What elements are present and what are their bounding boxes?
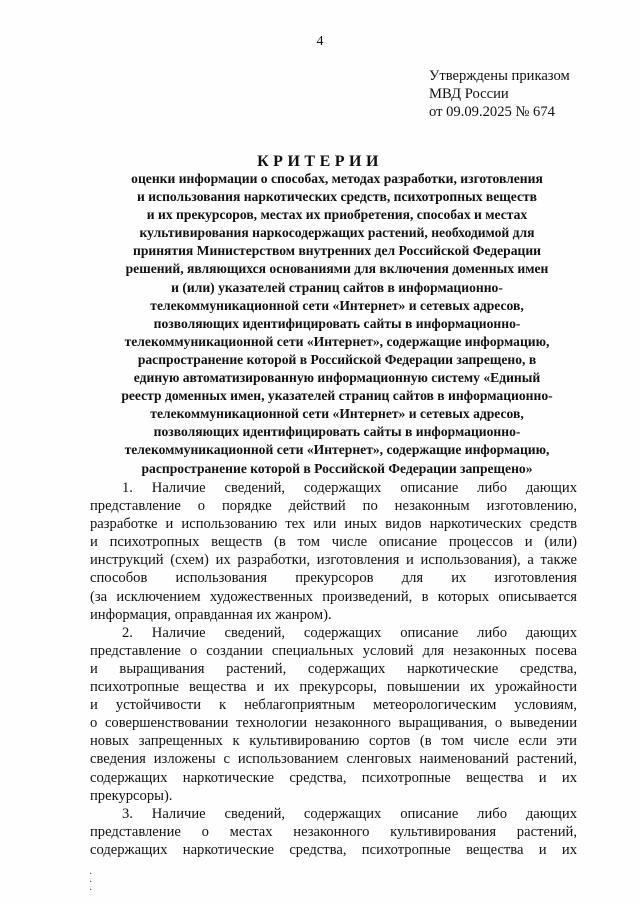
paragraph-1-line: разработке и использованию тех или иных видов наркотических средств	[90, 516, 577, 533]
paragraph-1-line: способов использования прекурсоров для их изготовления	[90, 570, 577, 587]
subtitle-line: телекоммуникационной сети «Интернет» и сетевых адресов,	[150, 297, 524, 313]
subtitle-line: телекоммуникационной сети «Интернет», содержащие информацию,	[124, 442, 550, 458]
paragraph-1-line: представление о порядке действий по незаконным изготовлению,	[90, 498, 577, 515]
subtitle-line: позволяющих идентифицировать сайты в информационно-	[153, 424, 521, 440]
approval-line: Утверждены приказом	[429, 68, 570, 84]
paragraph-2-line: и выращивания растений, содержащих наркотические средства,	[90, 660, 577, 677]
document-subtitle	[94, 170, 580, 478]
subtitle-line: принятия Министерством внутренних дел Российской Федерации	[133, 243, 541, 259]
paragraph-3-line: 3. Наличие сведений, содержащих описание либо дающих	[122, 805, 577, 822]
approval-line: МВД России	[429, 86, 509, 102]
subtitle-line: реестр доменных имен, указателей страниц сайтов в информационно-	[121, 388, 553, 404]
subtitle-line: телекоммуникационной сети «Интернет», содержащие информацию,	[124, 333, 550, 349]
subtitle-line: культивирования наркосодержащих растений, необходимой для	[139, 225, 535, 241]
subtitle-line: и использования наркотических средств, психотропных веществ	[136, 189, 538, 205]
subtitle-line: позволяющих идентифицировать сайты в информационно-	[153, 315, 521, 331]
paragraph-2-line: представление о создании специальных условий для незаконных посева	[90, 642, 577, 659]
paragraph-2-line: о совершенствовании технологии незаконного выращивания, о выведении	[90, 715, 577, 732]
document-title: КРИТЕРИИ	[257, 153, 383, 170]
paragraph-2-line: содержащих наркотические средства, психотропные вещества и их	[90, 769, 577, 786]
scan-artifact: · · ·	[89, 869, 93, 896]
subtitle-line: и (или) указателей страниц сайтов в информационно-	[171, 279, 503, 295]
paragraph-2-line: 2. Наличие сведений, содержащих описание либо дающих	[122, 624, 577, 641]
subtitle-line: телекоммуникационной сети «Интернет» и сетевых адресов,	[150, 406, 524, 422]
page-number: 4	[316, 34, 324, 49]
paragraph-2-line: новых запрещенных к культивированию сортов (в том числе если эти	[90, 733, 577, 750]
approval-block	[429, 67, 634, 121]
paragraph-3-line: содержащих наркотические средства, психотропные вещества и их	[90, 841, 577, 858]
paragraph-2-line: психотропные вещества и их прекурсоры, повышении их урожайности	[90, 679, 577, 696]
subtitle-line: решений, являющихся основаниями для включения доменных имен	[125, 261, 549, 277]
paragraph-1-line: 1. Наличие сведений, содержащих описание либо дающих	[122, 480, 577, 496]
paragraph-1-line: и психотропных веществ (в том числе описание процессов и (или)	[90, 534, 577, 551]
subtitle-line: распространение которой в Российской Федерации запрещено, в	[137, 351, 537, 367]
subtitle-line: распространение которой в Российской Федерации запрещено»	[141, 460, 533, 476]
subtitle-line: и их прекурсоров, местах их приобретения, способах и местах	[146, 207, 528, 223]
paragraph-1-line: инструкций (схем) их разработки, изготовления и использования), а также	[90, 552, 577, 569]
subtitle-line: единую автоматизированную информационную систему «Единый	[133, 370, 541, 386]
paragraph-2-line: прекурсоры).	[90, 787, 173, 804]
approval-line: от 09.09.2025 № 674	[429, 104, 555, 120]
subtitle-line: оценки информации о способах, методах разработки, изготовления	[131, 171, 543, 186]
paragraph-2-line: сведения изложены с использованием сленговых наименований растений,	[90, 751, 577, 768]
paragraph-1-line: информация, оправданная их жанром).	[90, 606, 332, 623]
paragraph-1-line: (за исключением художественных произведений, в которых описывается	[90, 588, 577, 605]
paragraph-3-line: представление о местах незаконного культивирования растений,	[90, 823, 577, 840]
paragraph-2-line: и устойчивости к неблагоприятным метеорологическим условиям,	[90, 697, 577, 714]
document-body	[90, 479, 577, 859]
